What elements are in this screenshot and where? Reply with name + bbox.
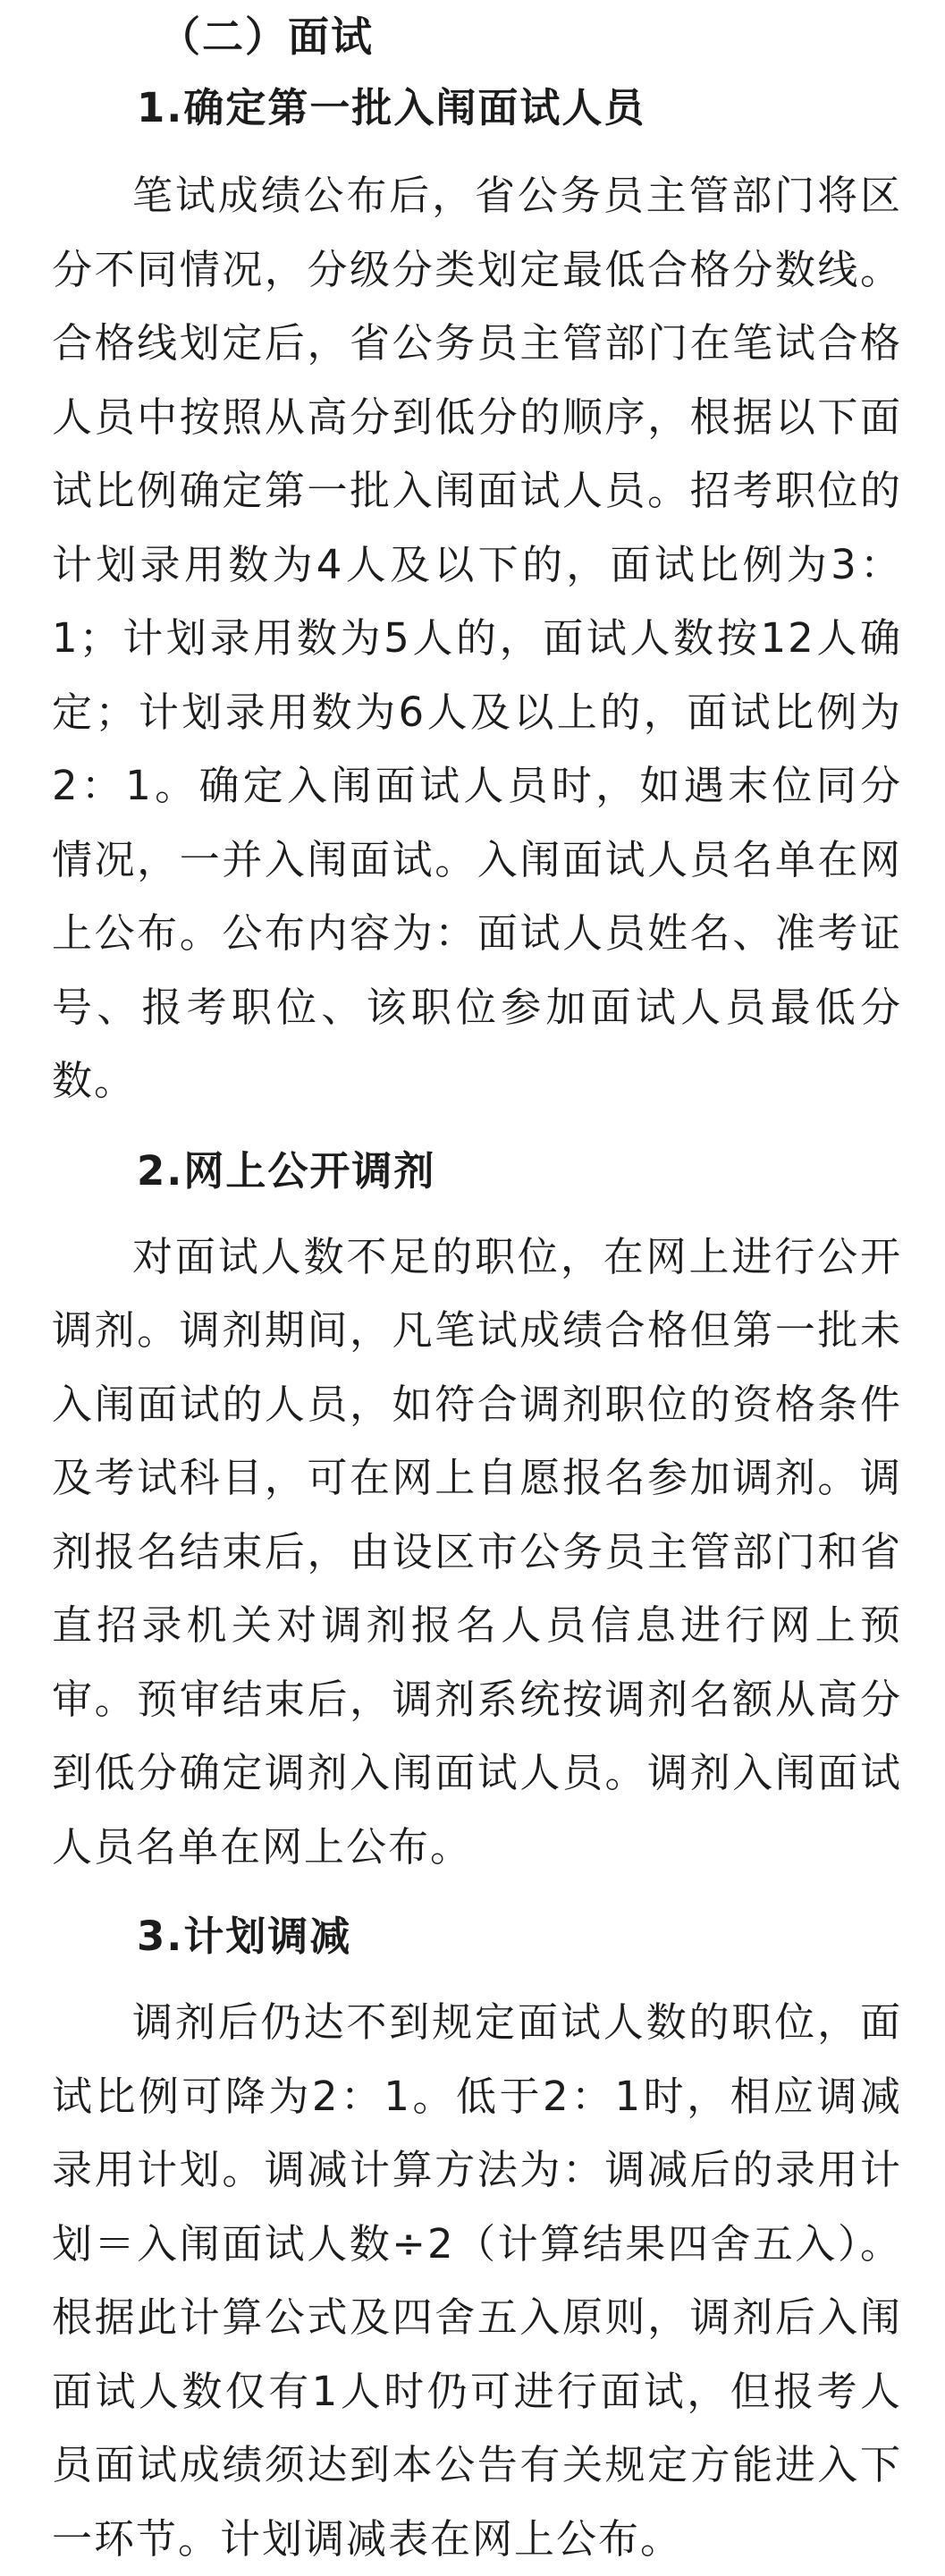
subsection-body-2: 对面试人数不足的职位，在网上进行公开调剂。调剂期间，凡笔试成绩合格但第一批未入闱面试的人员，如符合调剂职位的资格条件及考试科目，可在网上自愿报名参加调剂。调剂报名结束后，由设区市公务员主管部门和省直招录机关对调剂报名人员信息进行网上预审。预审结束后，调剂系统按调剂名额从高分到低分确定调剂入闱面试人员。调剂入闱面试人员名单在网上公布。 [52,1232,902,1871]
subsection-title-2: 2.网上公开调剂 [137,1146,436,1195]
section-title: （二）面试 [159,13,374,61]
subsection-body-3: 调剂后仍达不到规定面试人数的职位，面试比例可降为2：1。低于2：1时，相应调减录用计划。调减计算方法为：调减后的录用计划＝入闱面试人数÷2（计算结果四舍五入）。根据此计算公式及四舍五入原则，调剂后入闱面试人数仅有1人时仍可进行面试，但报考人员面试成绩须达到本公告有关规定方能进入下一环节。计划调减表在网上公布。 [52,1998,902,2563]
subsection-body-1: 笔试成绩公布后，省公务员主管部门将区分不同情况，分级分类划定最低合格分数线。合格线划定后，省公务员主管部门在笔试合格人员中按照从高分到低分的顺序，根据以下面试比例确定第一批入闱面试人员。招考职位的计划录用数为4人及以下的，面试比例为3：1；计划录用数为5人的，面试人数按12人确定；计划录用数为6人及以上的，面试比例为2：1。确定入闱面试人员时，如遇末位同分情况，一并入闱面试。入闱面试人员名单在网上公布。公布内容为：面试人员姓名、准考证号、报考职位、该职位参加面试人员最低分数。 [52,172,902,1104]
subsection-title-3: 3.计划调减 [137,1913,352,1960]
subsection-title-1: 1.确定第一批入闱面试人员 [137,84,646,131]
